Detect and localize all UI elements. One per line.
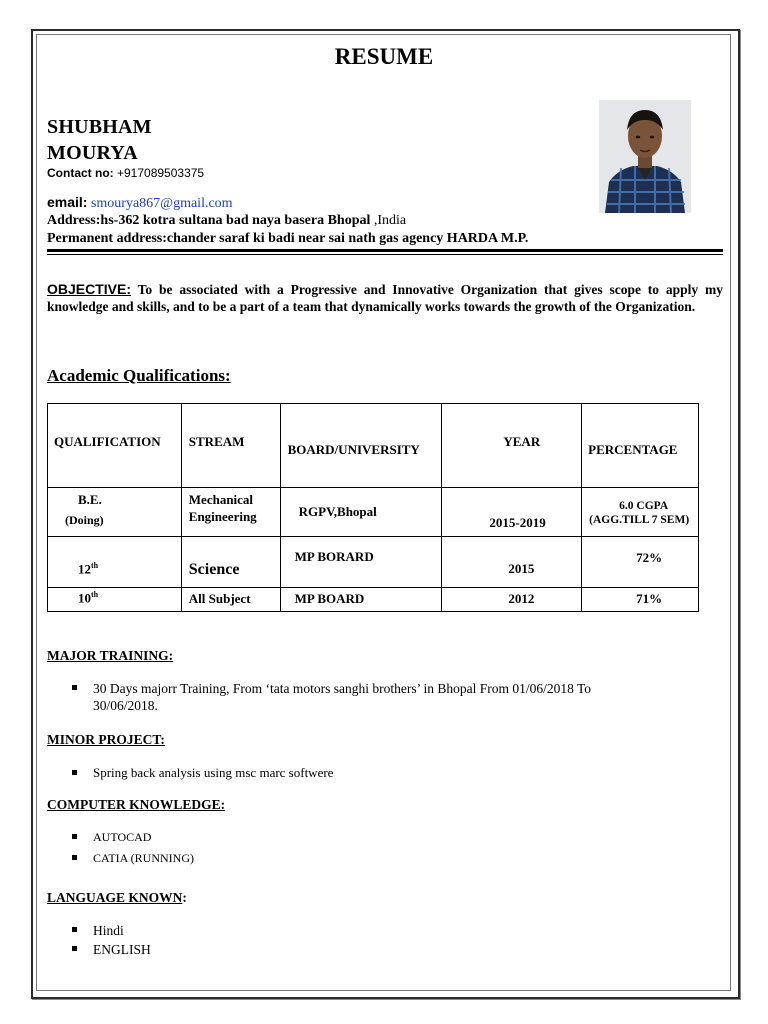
qualifications-table (47, 403, 699, 612)
header-divider-thin (47, 254, 723, 255)
header-cell (280, 404, 442, 488)
qualification-number: 12 (78, 561, 91, 577)
address-label: Address: (47, 213, 101, 228)
list-item-text: ENGLISH (93, 942, 151, 957)
row-cell (280, 537, 442, 588)
major-training-heading: MAJOR TRAINING: (47, 648, 174, 663)
qualification-value: B.E. (78, 492, 102, 507)
percentage-note: (AGG.TILL 7 SEM) (589, 514, 690, 526)
stream-value: Science (188, 561, 240, 578)
board-value: MP BOARD (294, 591, 365, 606)
qualification-suffix: th (91, 561, 99, 570)
contact-line (47, 166, 204, 180)
bullet-square-icon (72, 770, 77, 775)
bullet-square-icon (72, 685, 77, 690)
computer-knowledge-heading: COMPUTER KNOWLEDGE: (47, 797, 226, 812)
stream-value: All Subject (188, 591, 251, 606)
table-row (48, 537, 699, 588)
permanent-address-line (47, 231, 528, 247)
list-item-text: Hindi (93, 923, 124, 938)
board-value: RGPV,Bhopal (298, 504, 377, 519)
stream-value: Mechanical (188, 492, 254, 507)
list-item (72, 851, 194, 866)
row-cell (48, 588, 182, 612)
header-board: BOARD/UNIVERSITY (287, 442, 420, 457)
header-cell (582, 404, 699, 488)
language-heading-text: LANGUAGE KNOWN (47, 890, 183, 905)
list-item-text: AUTOCAD (93, 830, 152, 844)
list-item (72, 830, 151, 845)
qualification-number: 10 (78, 590, 91, 606)
list-item (72, 681, 591, 697)
header-qualification: QUALIFICATION (54, 434, 161, 449)
list-item (72, 942, 151, 958)
table-row (48, 488, 699, 537)
percentage-value: 6.0 CGPA (619, 500, 669, 512)
percentage-value: 71% (636, 591, 663, 606)
resume-title: RESUME (334, 44, 434, 69)
bullet-square-icon (72, 927, 77, 932)
list-item (72, 923, 124, 939)
row-cell (442, 537, 582, 588)
stream-value: Engineering (188, 509, 257, 524)
email-link[interactable]: smourya867@gmail.com (90, 196, 233, 211)
header-cell (181, 404, 280, 488)
qualification-value (78, 590, 98, 606)
last-name: MOURYA (47, 142, 138, 164)
header-stream: STREAM (188, 434, 245, 449)
row-cell (48, 488, 182, 537)
row-cell (442, 488, 582, 537)
row-cell (48, 537, 182, 588)
permanent-address-value: chander saraf ki badi near sai nath gas agency HARDA M.P. (166, 231, 529, 246)
board-value: MP BORARD (294, 549, 374, 564)
first-name: SHUBHAM (47, 116, 152, 138)
address-line (47, 213, 406, 229)
objective-text: To be associated with a Progressive and Innovative Organization that gives scope to apply my knowledge and skills, and to be a part of a team that dynamically works towards the growth of the Organization. (47, 282, 723, 314)
header-year: YEAR (503, 434, 541, 449)
year-value: 2015 (508, 561, 535, 576)
row-cell (442, 588, 582, 612)
year-value: 2012 (508, 591, 535, 606)
list-item-text: CATIA (RUNNING) (93, 851, 194, 865)
email-line (47, 194, 233, 212)
row-cell (280, 588, 442, 612)
profile-photo (599, 100, 691, 213)
header-cell (442, 404, 582, 488)
row-cell (280, 488, 442, 537)
objective-paragraph (47, 281, 723, 315)
qualification-note: (Doing) (65, 513, 104, 527)
person-photo-icon (599, 100, 691, 213)
qualification-suffix: th (91, 590, 99, 599)
objective-label: OBJECTIVE: (47, 281, 132, 297)
address-suffix: ,India (370, 213, 407, 228)
minor-project-heading: MINOR PROJECT: (47, 732, 165, 747)
bullet-square-icon (72, 946, 77, 951)
table-row (48, 588, 699, 612)
address-value: hs-362 kotra sultana bad naya basera Bhopal (100, 213, 371, 228)
email-label: email: (47, 194, 88, 210)
row-cell (181, 488, 280, 537)
qualification-value (78, 561, 98, 577)
row-cell (582, 588, 699, 612)
language-known-heading (47, 890, 187, 906)
contact-label: Contact no: (47, 166, 114, 180)
contact-value: +917089503375 (117, 166, 205, 180)
list-item-text: Spring back analysis using msc marc softwere (93, 765, 334, 780)
academic-heading: Academic Qualifications: (47, 366, 231, 385)
bullet-square-icon (72, 855, 77, 860)
list-item-text: 30 Days majorr Training, From ‘tata motors sanghi brothers’ in Bhopal From 01/06/2018 To (93, 681, 592, 696)
header-divider-thick (47, 249, 723, 252)
list-item-continuation: 30/06/2018. (93, 698, 158, 713)
row-cell (582, 537, 699, 588)
bullet-square-icon (72, 834, 77, 839)
language-heading-colon: : (182, 890, 187, 905)
row-cell (582, 488, 699, 537)
header-cell (48, 404, 182, 488)
row-cell (181, 588, 280, 612)
row-cell (181, 537, 280, 588)
table-header-row (48, 404, 699, 488)
header-percentage: PERCENTAGE (588, 442, 678, 457)
year-value: 2015-2019 (489, 515, 546, 530)
percentage-value: 72% (636, 550, 663, 565)
permanent-address-label: Permanent address: (47, 231, 167, 246)
list-item (72, 765, 333, 781)
